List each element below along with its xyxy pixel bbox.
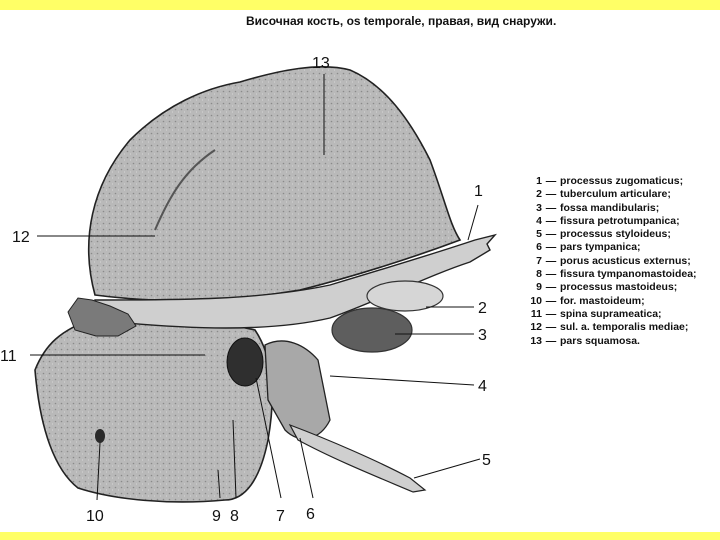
legend-row: 3 — fossa mandibularis;: [536, 201, 660, 214]
legend-row: 1 — processus zugomaticus;: [536, 175, 684, 187]
mandibular-fossa-shape: [332, 308, 412, 352]
porus-acusticus-shape: [227, 338, 263, 386]
label-7: 7: [276, 508, 285, 525]
legend-row: 7 — porus acusticus externus;: [536, 254, 691, 267]
legend-row: 10 — for. mastoideum;: [530, 294, 645, 307]
styloid-process-shape: [290, 425, 425, 492]
mastoid-foramen-shape: [95, 429, 105, 443]
label-10: 10: [86, 508, 104, 525]
legend-row: 12 — sul. a. temporalis mediae;: [530, 321, 689, 334]
label-4: 4: [478, 378, 487, 395]
label-11: 11: [0, 348, 17, 365]
label-3: 3: [478, 327, 487, 344]
label-6: 6: [306, 506, 315, 523]
label-12: 12: [12, 229, 30, 246]
label-5: 5: [482, 452, 491, 469]
label-2: 2: [478, 300, 487, 317]
legend-row: 5 — processus styloideus;: [536, 228, 671, 241]
legend-row: 9 — processus mastoideus;: [536, 281, 678, 294]
legend-row: 4 — fissura petrotumpanica;: [536, 214, 680, 227]
pars-tympanica-shape: [265, 341, 330, 439]
label-1: 1: [474, 183, 483, 200]
legend-row: 2 — tuberculum articulare;: [536, 188, 671, 201]
legend: [528, 175, 714, 348]
legend-row: 8 — fissura tympanomastoidea;: [536, 268, 697, 281]
legend-row: 6 — pars tympanica;: [536, 241, 641, 254]
label-8: 8: [230, 508, 239, 525]
legend-row: 11 — spina suprameatica;: [530, 307, 662, 320]
legend-row: 13 — pars squamosa.: [530, 334, 640, 347]
figure-title: Височная кость, os temporale, правая, вид снаружи.: [246, 14, 557, 28]
label-13: 13: [312, 55, 330, 72]
label-9: 9: [212, 508, 221, 525]
